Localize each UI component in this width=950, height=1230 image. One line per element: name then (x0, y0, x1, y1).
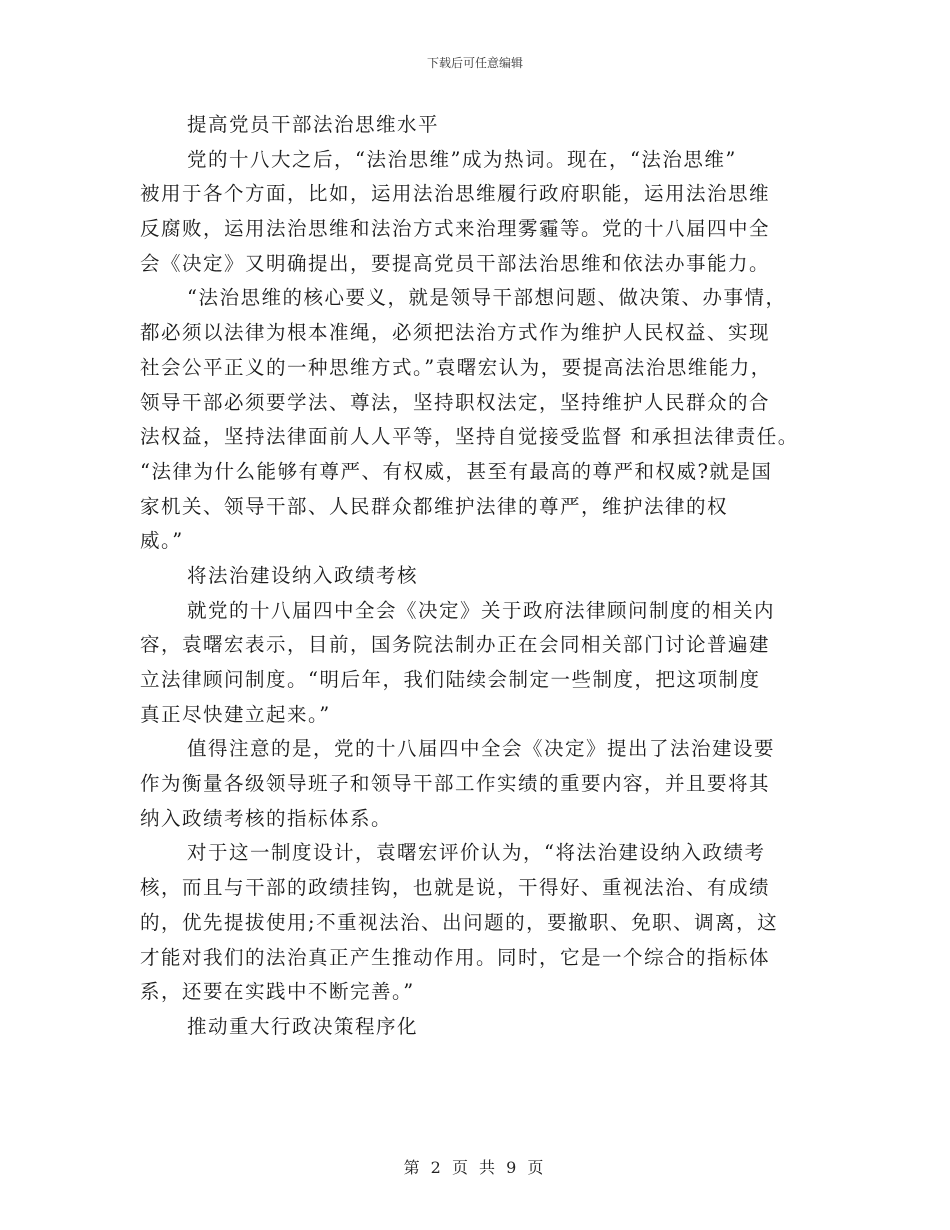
text-line: 党的十八大之后，“法治思维”成为热词。现在，“法治思维” (187, 147, 737, 171)
text-line: 提高党员干部法治思维水平 (187, 113, 440, 136)
text-line: 真正尽快建立起来。” (140, 702, 331, 726)
text-line: 的，优先提拔使用;不重视法治、出问题的，要撤职、免职、调离，这 (140, 910, 779, 934)
text-line: 核，而且与干部的政绩挂钩，也就是说，干得好、重视法治、有成绩 (140, 876, 771, 900)
text-line: “法律为什么能够有尊严、有权威，甚至有最高的尊严和权威?就是国 (140, 459, 773, 483)
text-line: 就党的十八届四中全会《决定》关于政府法律顾问制度的相关内 (187, 598, 776, 622)
text-line: 值得注意的是，党的十八届四中全会《决定》提出了法治建设要 (187, 737, 776, 761)
text-line: 纳入政绩考核的指标体系。 (140, 806, 393, 830)
page-number: 第 2 页 共 9 页 (403, 1158, 547, 1177)
text-line: 社会公平正义的一种思维方式。”袁曙宏认为，要提高法治思维能力， (140, 355, 772, 379)
text-line: 都必须以法律为根本准绳，必须把法治方式作为维护人民权益、实现 (140, 321, 771, 345)
text-line: 威。” (140, 529, 184, 553)
text-line: 被用于各个方面，比如，运用法治思维履行政府职能，运用法治思维 (140, 182, 771, 206)
text-line: 系，还要在实践中不断完善。” (140, 980, 415, 1004)
text-line: 反腐败，运用法治思维和法治方式来治理雾霾等。党的十八届四中全 (140, 217, 771, 241)
text-line: 立法律顾问制度。“明后年，我们陆续会制定一些制度，把这项制度 (140, 668, 761, 691)
document-body (140, 108, 820, 1045)
text-line: 容，袁曙宏表示，目前，国务院法制办正在会同相关部门讨论普遍建 (140, 633, 771, 657)
text-line: 家机关、领导干部、人民群众都维护法律的尊严，维护法律的权 (140, 494, 729, 518)
text-line: “法治思维的核心要义，就是领导干部想问题、做决策、办事情， (187, 286, 787, 310)
text-line: 才能对我们的法治真正产生推动作用。同时，它是一个综合的指标体 (140, 945, 771, 969)
text-line: 推动重大行政决策程序化 (187, 1014, 419, 1038)
text-line: 领导干部必须要学法、尊法，坚持职权法定，坚持维护人民群众的合 (140, 390, 771, 414)
header-note: 下载后可任意编辑 (426, 56, 523, 70)
text-line: 对于这一制度设计，袁曙宏评价认为，“将法治建设纳入政绩考 (187, 841, 766, 865)
text-line: 法权益，坚持法律面前人人平等，坚持自觉接受监督 和承担法律责任。 (140, 425, 799, 449)
text-line: 将法治建设纳入政绩考核 (187, 563, 419, 587)
text-line: 会《决定》又明确提出，要提高党员干部法治思维和依法办事能力。 (140, 251, 771, 275)
text-line: 作为衡量各级领导班子和领导干部工作实绩的重要内容，并且要将其 (140, 772, 771, 796)
